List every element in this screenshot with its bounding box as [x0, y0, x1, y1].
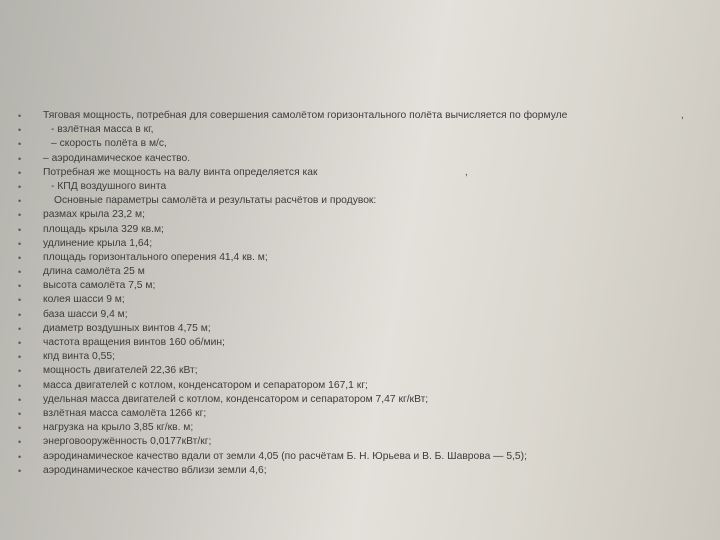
bullet-icon: •: [18, 394, 22, 405]
list-item: [18, 237, 708, 251]
list-item: [18, 137, 708, 151]
bullet-icon: •: [18, 139, 22, 150]
list-item: [18, 293, 708, 307]
bullet-icon: •: [18, 281, 22, 292]
bullet-icon: •: [18, 451, 22, 462]
bullet-icon: •: [18, 338, 22, 348]
list-item: [18, 208, 708, 222]
list-item: [18, 279, 708, 293]
list-item: [18, 322, 708, 336]
list-item-text: база шасси 9,4 м;: [43, 308, 128, 320]
bullet-icon: •: [18, 408, 22, 419]
list-item: [18, 379, 708, 393]
bullet-icon: •: [18, 295, 22, 306]
list-item-text: удлинение крыла 1,64;: [43, 237, 153, 249]
list-item: [18, 251, 708, 265]
list-item-text: колея шасси 9 м;: [43, 294, 125, 306]
list-item: [18, 350, 708, 364]
list-item-text: аэродинамическое качество вдали от земли 4,05 (по расчётам Б. Н. Юрьева и В. Б. Шаврова — 5,5);: [43, 450, 527, 462]
bullet-icon: •: [18, 224, 22, 235]
list-item-text: – скорость полёта в м/с,: [51, 138, 167, 150]
list-item-text: удельная масса двигателей с котлом, конденсатором и сепаратором 7,47 кг/кВт;: [43, 393, 429, 405]
list-item-text: высота самолёта 7,5 м;: [43, 280, 156, 292]
list-item: [18, 421, 708, 435]
list-item-text: площадь крыла 329 кв.м;: [43, 223, 164, 235]
bullet-icon: •: [18, 210, 22, 221]
list-item: [18, 464, 708, 478]
bullet-icon: •: [18, 196, 22, 207]
list-item-text: кпд винта 0,55;: [43, 351, 115, 363]
list-item: [18, 180, 708, 194]
bullet-icon: •: [18, 181, 22, 192]
list-item-text: площадь горизонтального оперения 41,4 кв. м;: [43, 251, 268, 263]
bullet-icon: •: [18, 323, 22, 334]
bullet-icon: •: [18, 465, 22, 476]
bullet-icon: •: [18, 352, 22, 363]
bullet-icon: •: [18, 437, 22, 448]
list-item: [18, 364, 708, 378]
list-item-text: – аэродинамическое качество.: [43, 152, 191, 164]
list-item-text: мощность двигателей 22,36 кВт;: [43, 365, 198, 377]
list-item: [18, 223, 708, 237]
list-item-text: взлётная масса самолёта 1266 кг;: [43, 407, 207, 419]
list-item-text: Основные параметры самолёта и результаты расчётов и продувок:: [54, 195, 377, 207]
list-item-text: Потребная же мощность на валу винта определяется как: [43, 166, 318, 178]
bullet-icon: •: [18, 366, 22, 377]
list-item-text: Тяговая мощность, потребная для совершения самолётом горизонтального полёта вычисляется по формуле: [43, 110, 568, 121]
list-item: [18, 265, 708, 279]
list-item: [18, 407, 708, 421]
formula-comma: ,: [681, 110, 684, 121]
formula-comma: ,: [465, 166, 468, 178]
list-item: [18, 194, 708, 208]
list-item-text: - КПД воздушного винта: [51, 180, 167, 192]
list-item: [18, 450, 708, 464]
list-item-text: частота вращения винтов 160 об/мин;: [43, 337, 225, 348]
bullet-icon: •: [18, 267, 22, 278]
list-item-text: аэродинамическое качество вблизи земли 4,6;: [43, 464, 267, 476]
list-item: [18, 435, 708, 449]
list-item-text: - взлётная масса в кг,: [51, 124, 154, 136]
bullet-icon: •: [18, 125, 22, 136]
list-item-text: диаметр воздушных винтов 4,75 м;: [43, 322, 211, 334]
bullet-icon: •: [18, 380, 22, 391]
bullet-icon: •: [18, 111, 22, 121]
bullet-list: [18, 109, 708, 478]
bullet-icon: •: [18, 309, 22, 320]
bullet-icon: •: [18, 167, 22, 178]
list-item: [18, 123, 708, 137]
list-item: [18, 336, 708, 350]
list-item-text: масса двигателей с котлом, конденсатором и сепаратором 167,1 кг;: [43, 379, 368, 391]
list-item: [18, 166, 708, 180]
list-item: [18, 393, 708, 407]
list-item-text: размах крыла 23,2 м;: [43, 209, 145, 221]
bullet-icon: •: [18, 153, 22, 164]
bullet-icon: •: [18, 252, 22, 263]
list-item-text: нагрузка на крыло 3,85 кг/кв. м;: [43, 422, 194, 434]
list-item: [18, 308, 708, 322]
list-item: [18, 152, 708, 166]
list-item-text: длина самолёта 25 м: [43, 266, 145, 278]
bullet-icon: •: [18, 238, 22, 249]
list-item-text: энерговооружённость 0,0177кВт/кг;: [43, 436, 212, 448]
bullet-icon: •: [18, 423, 22, 434]
list-item: [18, 109, 708, 123]
